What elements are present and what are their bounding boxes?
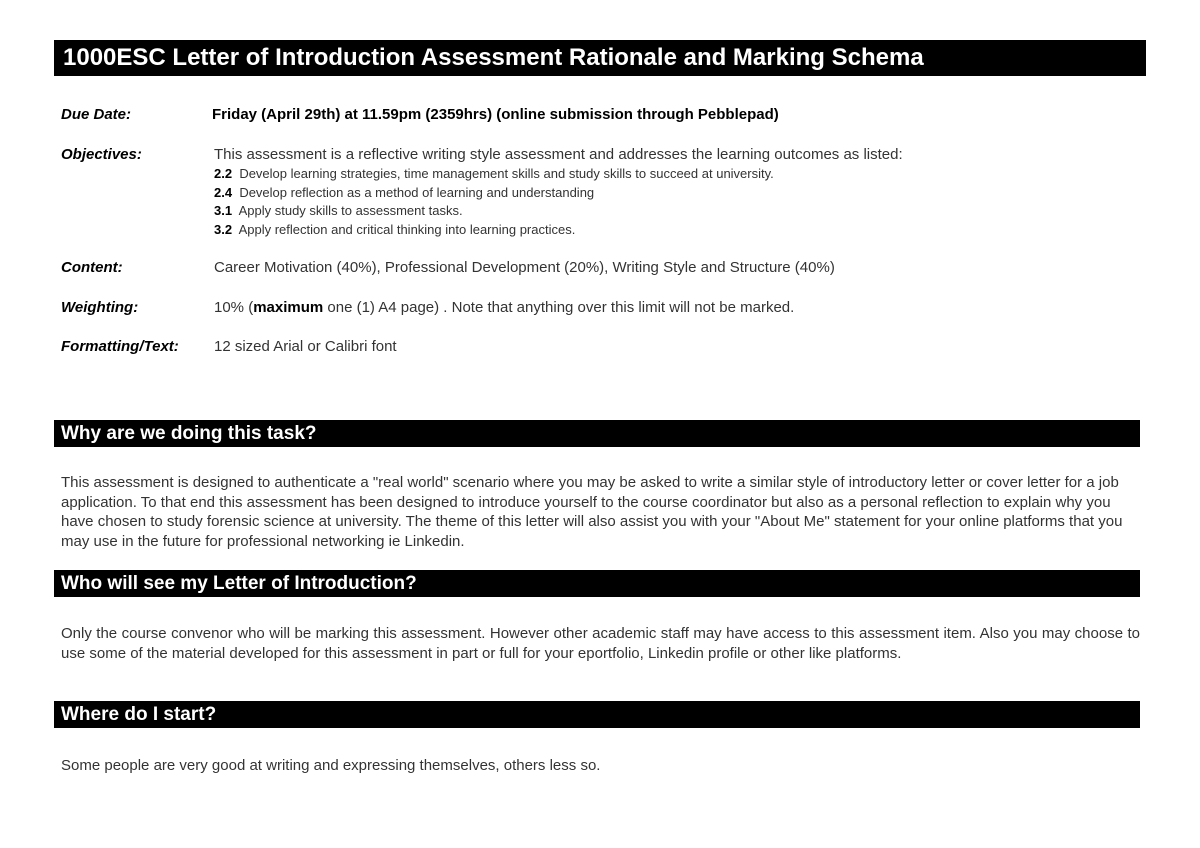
outcome-text: Apply study skills to assessment tasks. [238,203,463,218]
outcome-code: 2.4 [214,184,233,200]
due-date-value: Friday (April 29th) at 11.59pm (2359hrs) (online submission through Pebblepad) [212,106,779,123]
section-heading-why: Why are we doing this task? [54,420,1140,447]
weighting-suffix: one (1) A4 page) . Note that anything over this limit will not be marked. [323,299,795,316]
weighting-prefix: 10% ( [214,299,254,316]
weighting-label: Weighting: [61,299,139,316]
learning-outcome-item [214,165,774,184]
outcome-text: Develop reflection as a method of learning and understanding [239,184,595,200]
content-label: Content: [61,259,123,276]
outcome-text: Apply reflection and critical thinking into learning practices. [238,221,576,237]
formatting-value: 12 sized Arial or Calibri font [214,338,397,355]
objectives-intro: This assessment is a reflective writing style assessment and addresses the learning outcomes as listed: [214,146,903,163]
document-title: 1000ESC Letter of Introduction Assessment Rationale and Marking Schema [54,40,1146,76]
outcome-code: 2.2 [214,166,233,181]
section-body-where: Some people are very good at writing and expressing themselves, others less so. [61,757,601,774]
outcome-code: 3.2 [214,221,233,237]
weighting-value [214,299,794,316]
section-body-why: This assessment is designed to authenticate a "real world" scenario where you may be asked to write a similar style of introductory letter or cover letter for a job application. To that end this assessment has been designed to introduce yourself to the course coordinator but also as a personal reflection to explain why you have chosen to study forensic science at university. The theme of this letter will also assist you with your "About Me" statement for your online platforms that you may use in the future for professional networking ie Linkedin. [61,474,1123,550]
outcome-text: Develop learning strategies, time management skills and study skills to succeed at university. [239,166,774,181]
weighting-emphasis: maximum [253,299,324,316]
outcome-code: 3.1 [214,203,233,218]
section-body-who: Only the course convenor who will be marking this assessment. However other academic staff may have access to this assessment item. Also you may choose to use some of the material developed for this assessment in part or full for your eportfolio, Linkedin profile or other like platforms. [61,625,1140,662]
section-heading-who: Who will see my Letter of Introduction? [54,570,1140,597]
content-value: Career Motivation (40%), Professional Development (20%), Writing Style and Structure (40%) [214,259,835,276]
learning-outcome-item [214,221,774,240]
section-heading-where: Where do I start? [54,701,1140,728]
learning-outcomes-list [214,165,774,239]
learning-outcome-item [214,184,774,203]
learning-outcome-item [214,202,774,221]
due-date-label: Due Date: [61,106,132,123]
formatting-label: Formatting/Text: [61,338,179,355]
objectives-label: Objectives: [61,146,142,163]
